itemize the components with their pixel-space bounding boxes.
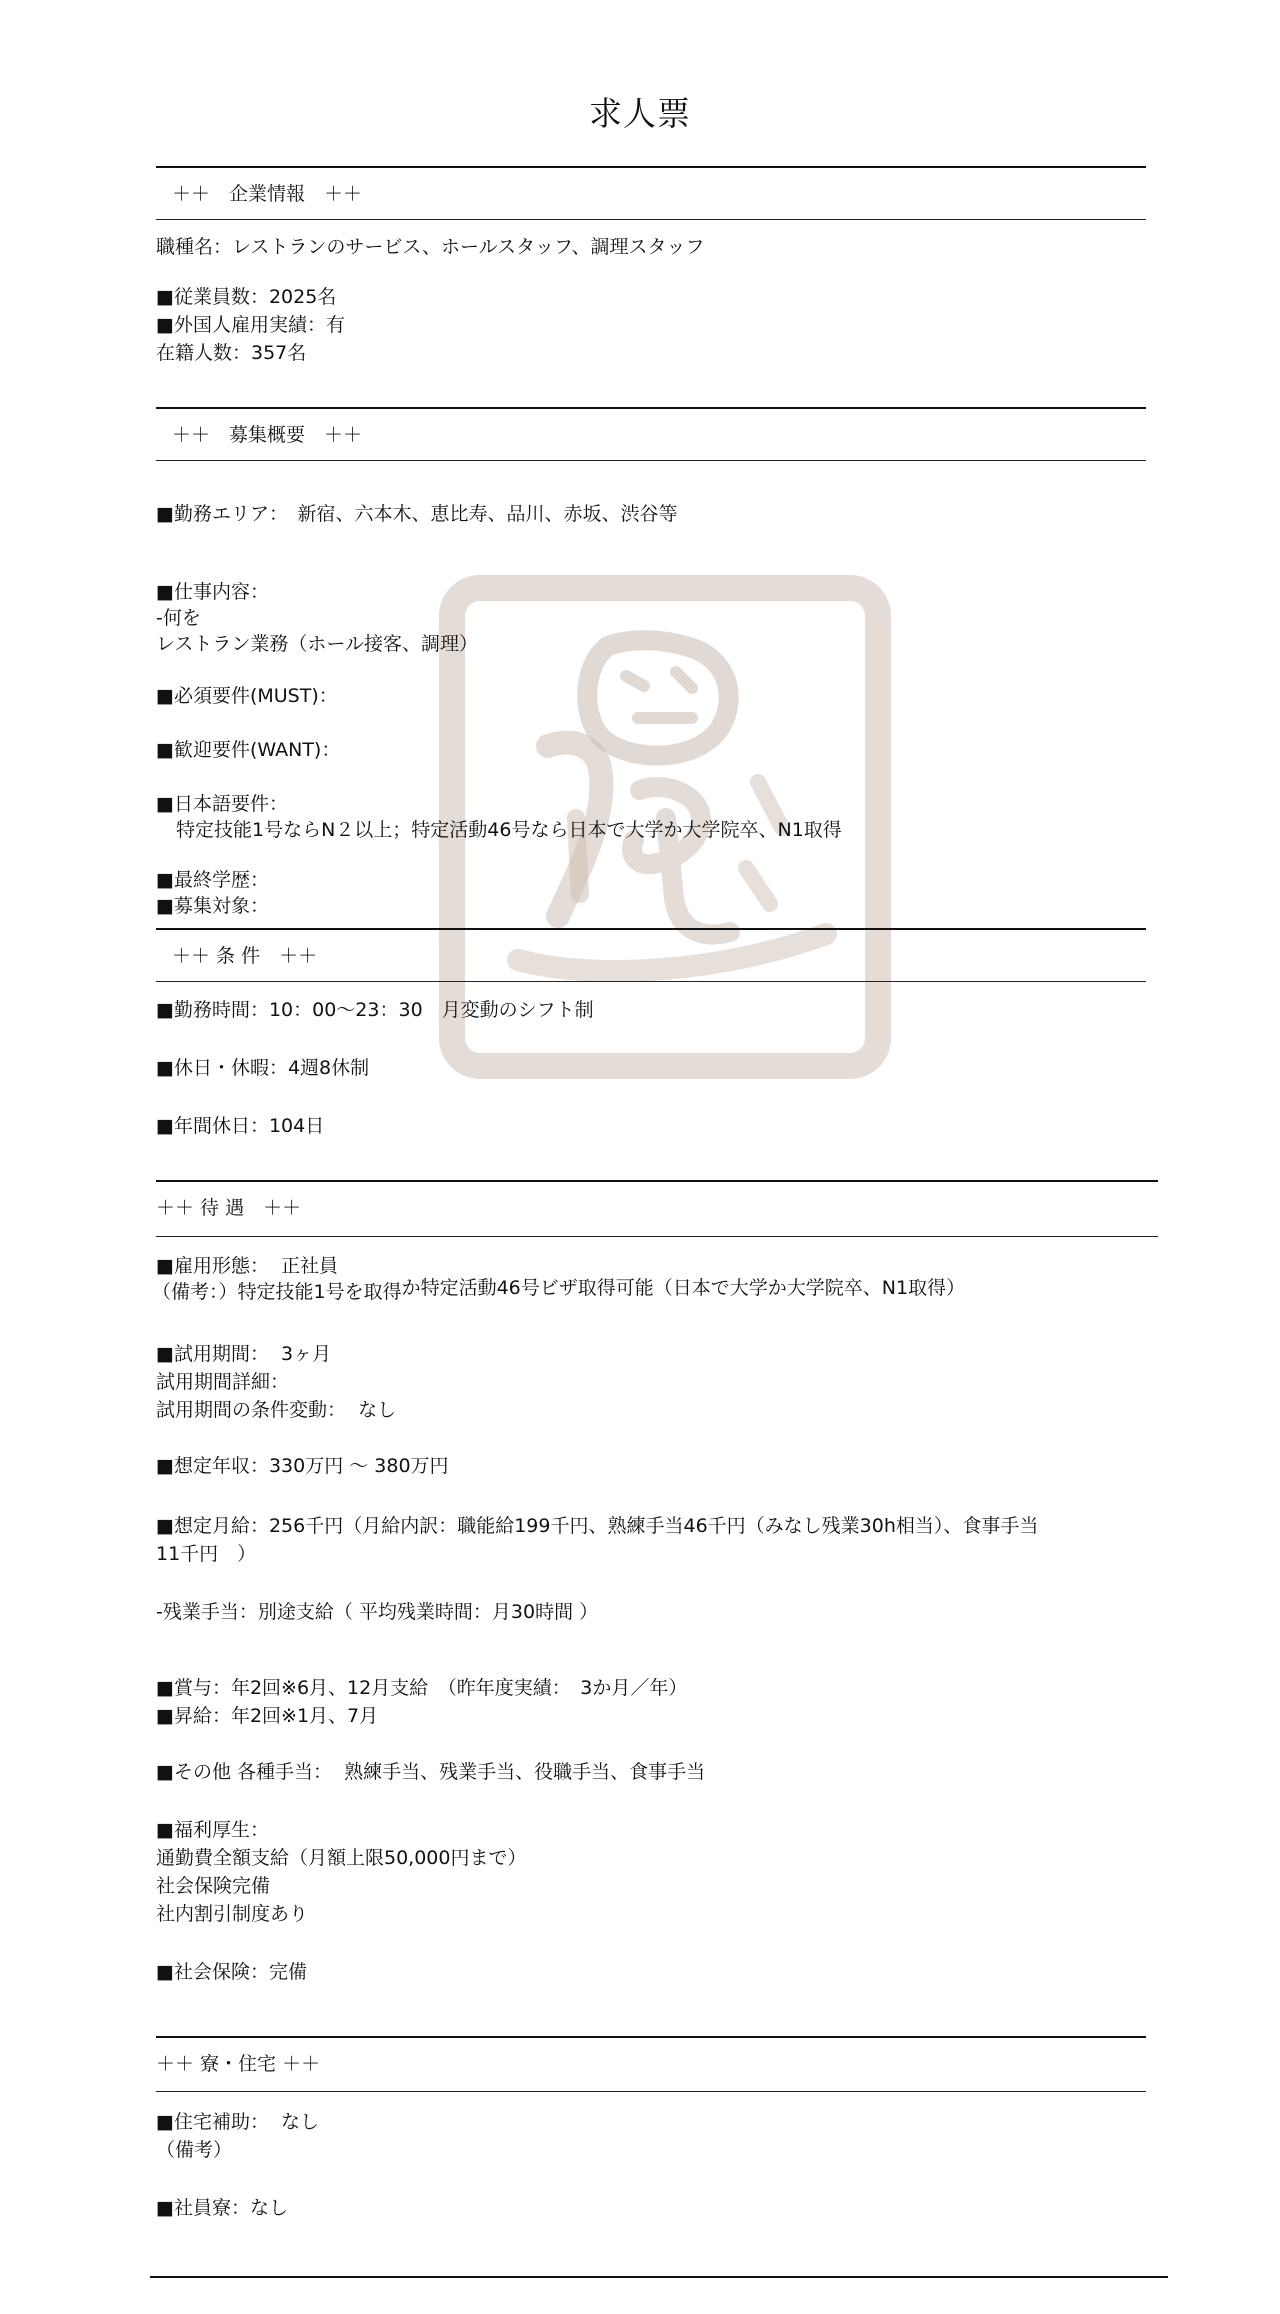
other-allowances: ■その他 各種手当： 熟練手当、残業手当、役職手当、食事手当	[156, 1761, 706, 1783]
enrolled-count: 在籍人数：357名	[156, 342, 307, 364]
japanese-requirement-detail: 特定技能1号ならN２以上；特定活動46号なら日本で大学か大学院卒、N1取得	[176, 819, 842, 841]
section-divider	[156, 407, 1146, 409]
section-header-company: ＋＋ 企業情報 ＋＋	[172, 183, 363, 205]
page-title: 求人票	[589, 94, 691, 133]
section-divider	[156, 460, 1146, 461]
employment-remarks-part-2: か特定活動46号ビザ取得可能（日本で大学か大学院卒、N1取得）	[401, 1277, 966, 1299]
bonus: ■賞与：年2回※6月、12月支給 （昨年度実績： 3か月／年）	[156, 1677, 688, 1699]
section-divider	[156, 981, 1146, 982]
trial-period: ■試用期間： 3ヶ月	[156, 1343, 332, 1365]
job-content-what: -何を	[156, 607, 201, 629]
job-type: 職種名：レストランのサービス、ホールスタッフ、調理スタッフ	[156, 236, 705, 258]
education: ■最終学歴：	[156, 869, 269, 891]
section-divider	[156, 2091, 1146, 2092]
welfare-label: ■福利厚生：	[156, 1819, 269, 1841]
section-divider	[156, 166, 1146, 168]
monthly-salary-line-2: 11千円 ）	[156, 1543, 257, 1565]
section-divider	[156, 219, 1146, 220]
must-requirements: ■必須要件(MUST)：	[156, 685, 338, 707]
section-divider	[156, 1180, 1158, 1182]
employee-count: ■従業員数：2025名	[156, 286, 337, 308]
recruitment-target: ■募集対象：	[156, 895, 269, 917]
section-divider	[156, 928, 1146, 930]
section-header-housing: ＋＋ 寮・住宅 ＋＋	[156, 2053, 321, 2075]
foreign-hiring: ■外国人雇用実績：有	[156, 314, 345, 336]
welfare-item: 通勤費全額支給（月額上限50,000円まで）	[156, 1847, 527, 1869]
monthly-salary-line-1: ■想定月給：256千円（月給内訳：職能給199千円、熟練手当46千円（みなし残業30h相当）、食事手当	[156, 1515, 1039, 1537]
job-content-label: ■仕事内容：	[156, 581, 269, 603]
want-requirements: ■歓迎要件(WANT)：	[156, 739, 341, 761]
section-divider	[156, 2036, 1146, 2038]
overtime-allowance: -残業手当：別途支給（ 平均残業時間：月30時間 ）	[156, 1601, 599, 1623]
holidays: ■休日・休暇：4週8休制	[156, 1057, 370, 1079]
job-content-detail: レストラン業務（ホール接客、調理）	[156, 633, 479, 655]
employment-remarks	[152, 1278, 965, 1306]
housing-remarks: （備考）	[156, 2139, 233, 2161]
section-header-recruitment: ＋＋ 募集概要 ＋＋	[172, 424, 363, 446]
social-insurance: ■社会保険：完備	[156, 1961, 307, 1983]
page-bottom-divider	[150, 2276, 1168, 2278]
trial-period-detail: 試用期間詳細：	[156, 1371, 290, 1393]
dormitory: ■社員寮：なし	[156, 2197, 288, 2219]
annual-income: ■想定年収：330万円 ～ 380万円	[156, 1455, 449, 1477]
working-hours: ■勤務時間：10：00～23：30 月変動のシフト制	[156, 999, 594, 1021]
section-header-treatment: ＋＋ 待 遇 ＋＋	[156, 1197, 302, 1219]
welfare-item: 社会保険完備	[156, 1875, 271, 1897]
welfare-item: 社内割引制度あり	[156, 1903, 309, 1925]
trial-period-change: 試用期間の条件変動： なし	[156, 1399, 397, 1421]
employment-remarks-part-1: （備考：）特定技能1号を取得	[152, 1281, 402, 1303]
pay-raise: ■昇給：年2回※1月、7月	[156, 1705, 379, 1727]
section-divider	[156, 1236, 1158, 1237]
japanese-requirement-label: ■日本語要件：	[156, 793, 288, 815]
annual-holidays: ■年間休日：104日	[156, 1115, 325, 1137]
section-header-conditions: ＋＋ 条 件 ＋＋	[172, 945, 318, 967]
employment-type: ■雇用形態： 正社員	[156, 1255, 339, 1277]
housing-subsidy: ■住宅補助： なし	[156, 2111, 320, 2133]
work-area: ■勤務エリア： 新宿、六本木、恵比寿、品川、赤坂、渋谷等	[156, 503, 678, 525]
